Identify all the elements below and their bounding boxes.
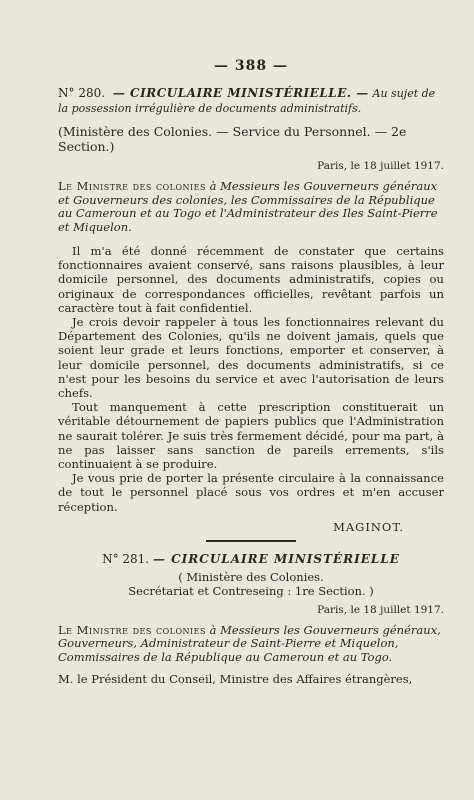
circular-281-addressee [58, 624, 444, 665]
circular-281-date: Paris, le 18 juillet 1917. [317, 603, 444, 616]
circular-281-heading [58, 552, 444, 566]
circular-281-ministry [58, 570, 444, 598]
circular-280-paragraph-3: Tout manquement à cette prescription constituerait un véritable détournement de papiers publics que l'Administration ne saurait tolérer. Je suis très fermement décidé, pour ma part, à ne pas laisser sans sanction de pareils errements, s'ils continuaient à se produire. [58, 400, 444, 472]
circular-281-addr-rest: à Messieurs les Gouverneurs généraux, Gouverneurs, Administrateur de Saint-Pierre et Miquelon, Commissaires de la République au Cameroun et au Togo. [58, 622, 441, 664]
circular-280-title: — CIRCULAIRE MINISTÉRIELLE. — [112, 86, 369, 100]
circular-280-date: Paris, le 18 juillet 1917. [317, 160, 444, 172]
circular-281-number: N° 281. [102, 551, 150, 566]
circular-280-addr-rest: à Messieurs les Gouverneurs généraux et Gouverneurs des colonies, les Commissaires de la République au Cameroun et au Togo et l'Administrateur des Iles Saint-Pierre et Miquelon. [58, 179, 438, 234]
section-divider [206, 540, 296, 542]
circular-280-addr-lead: Le Ministre des colonies [58, 179, 206, 193]
circular-280-number: N° 280. [58, 86, 106, 100]
circular-281-first-line: M. le Président du Conseil, Ministre des Affaires étrangères, [58, 672, 413, 687]
circular-280-addressee [58, 180, 444, 234]
circular-280-paragraph-4: Je vous prie de porter la présente circulaire à la connaissance de tout le personnel placé sous vos ordres et m'en accuser réception. [58, 471, 444, 514]
circular-280-heading [58, 86, 444, 116]
circular-280-signature: MAGINOT. [333, 519, 404, 534]
circular-280-paragraph-2: Je crois devoir rappeler à tous les fonctionnaires relevant du Département des Colonies, qu'ils ne doivent jamais, quels que soient leur grade et leurs fonctions, emporter et conserver, à leur domicile personnel, des documents administratifs, si ce n'est pour les besoins du service et avec l'autorisation de leurs chefs. [58, 315, 444, 401]
circular-280-ministry: (Ministère des Colonies. — Service du Personnel. — 2e Section.) [58, 124, 407, 154]
circular-281-addr-lead: Le Ministre des colonies [58, 622, 206, 637]
circular-281-ministry-line-1: ( Ministère des Colonies. [178, 569, 324, 584]
page-number: — 388 — [214, 58, 288, 74]
circular-281-ministry-line-2: Secrétariat et Contreseing : 1re Section. ) [128, 583, 374, 598]
circular-281-title: — CIRCULAIRE MINISTÉRIELLE [152, 551, 400, 566]
circular-280-paragraph-1: Il m'a été donné récemment de constater que certains fonctionnaires avaient conservé, sans raisons plausibles, à leur domicile personnel, des documents administratifs, copies ou originaux de correspondances officielles, revêtant parfois un caractère tout à fait confidentiel. [58, 244, 444, 315]
circular-280-subject: Au sujet de la possession irrégulière de documents administratifs. [58, 87, 436, 115]
